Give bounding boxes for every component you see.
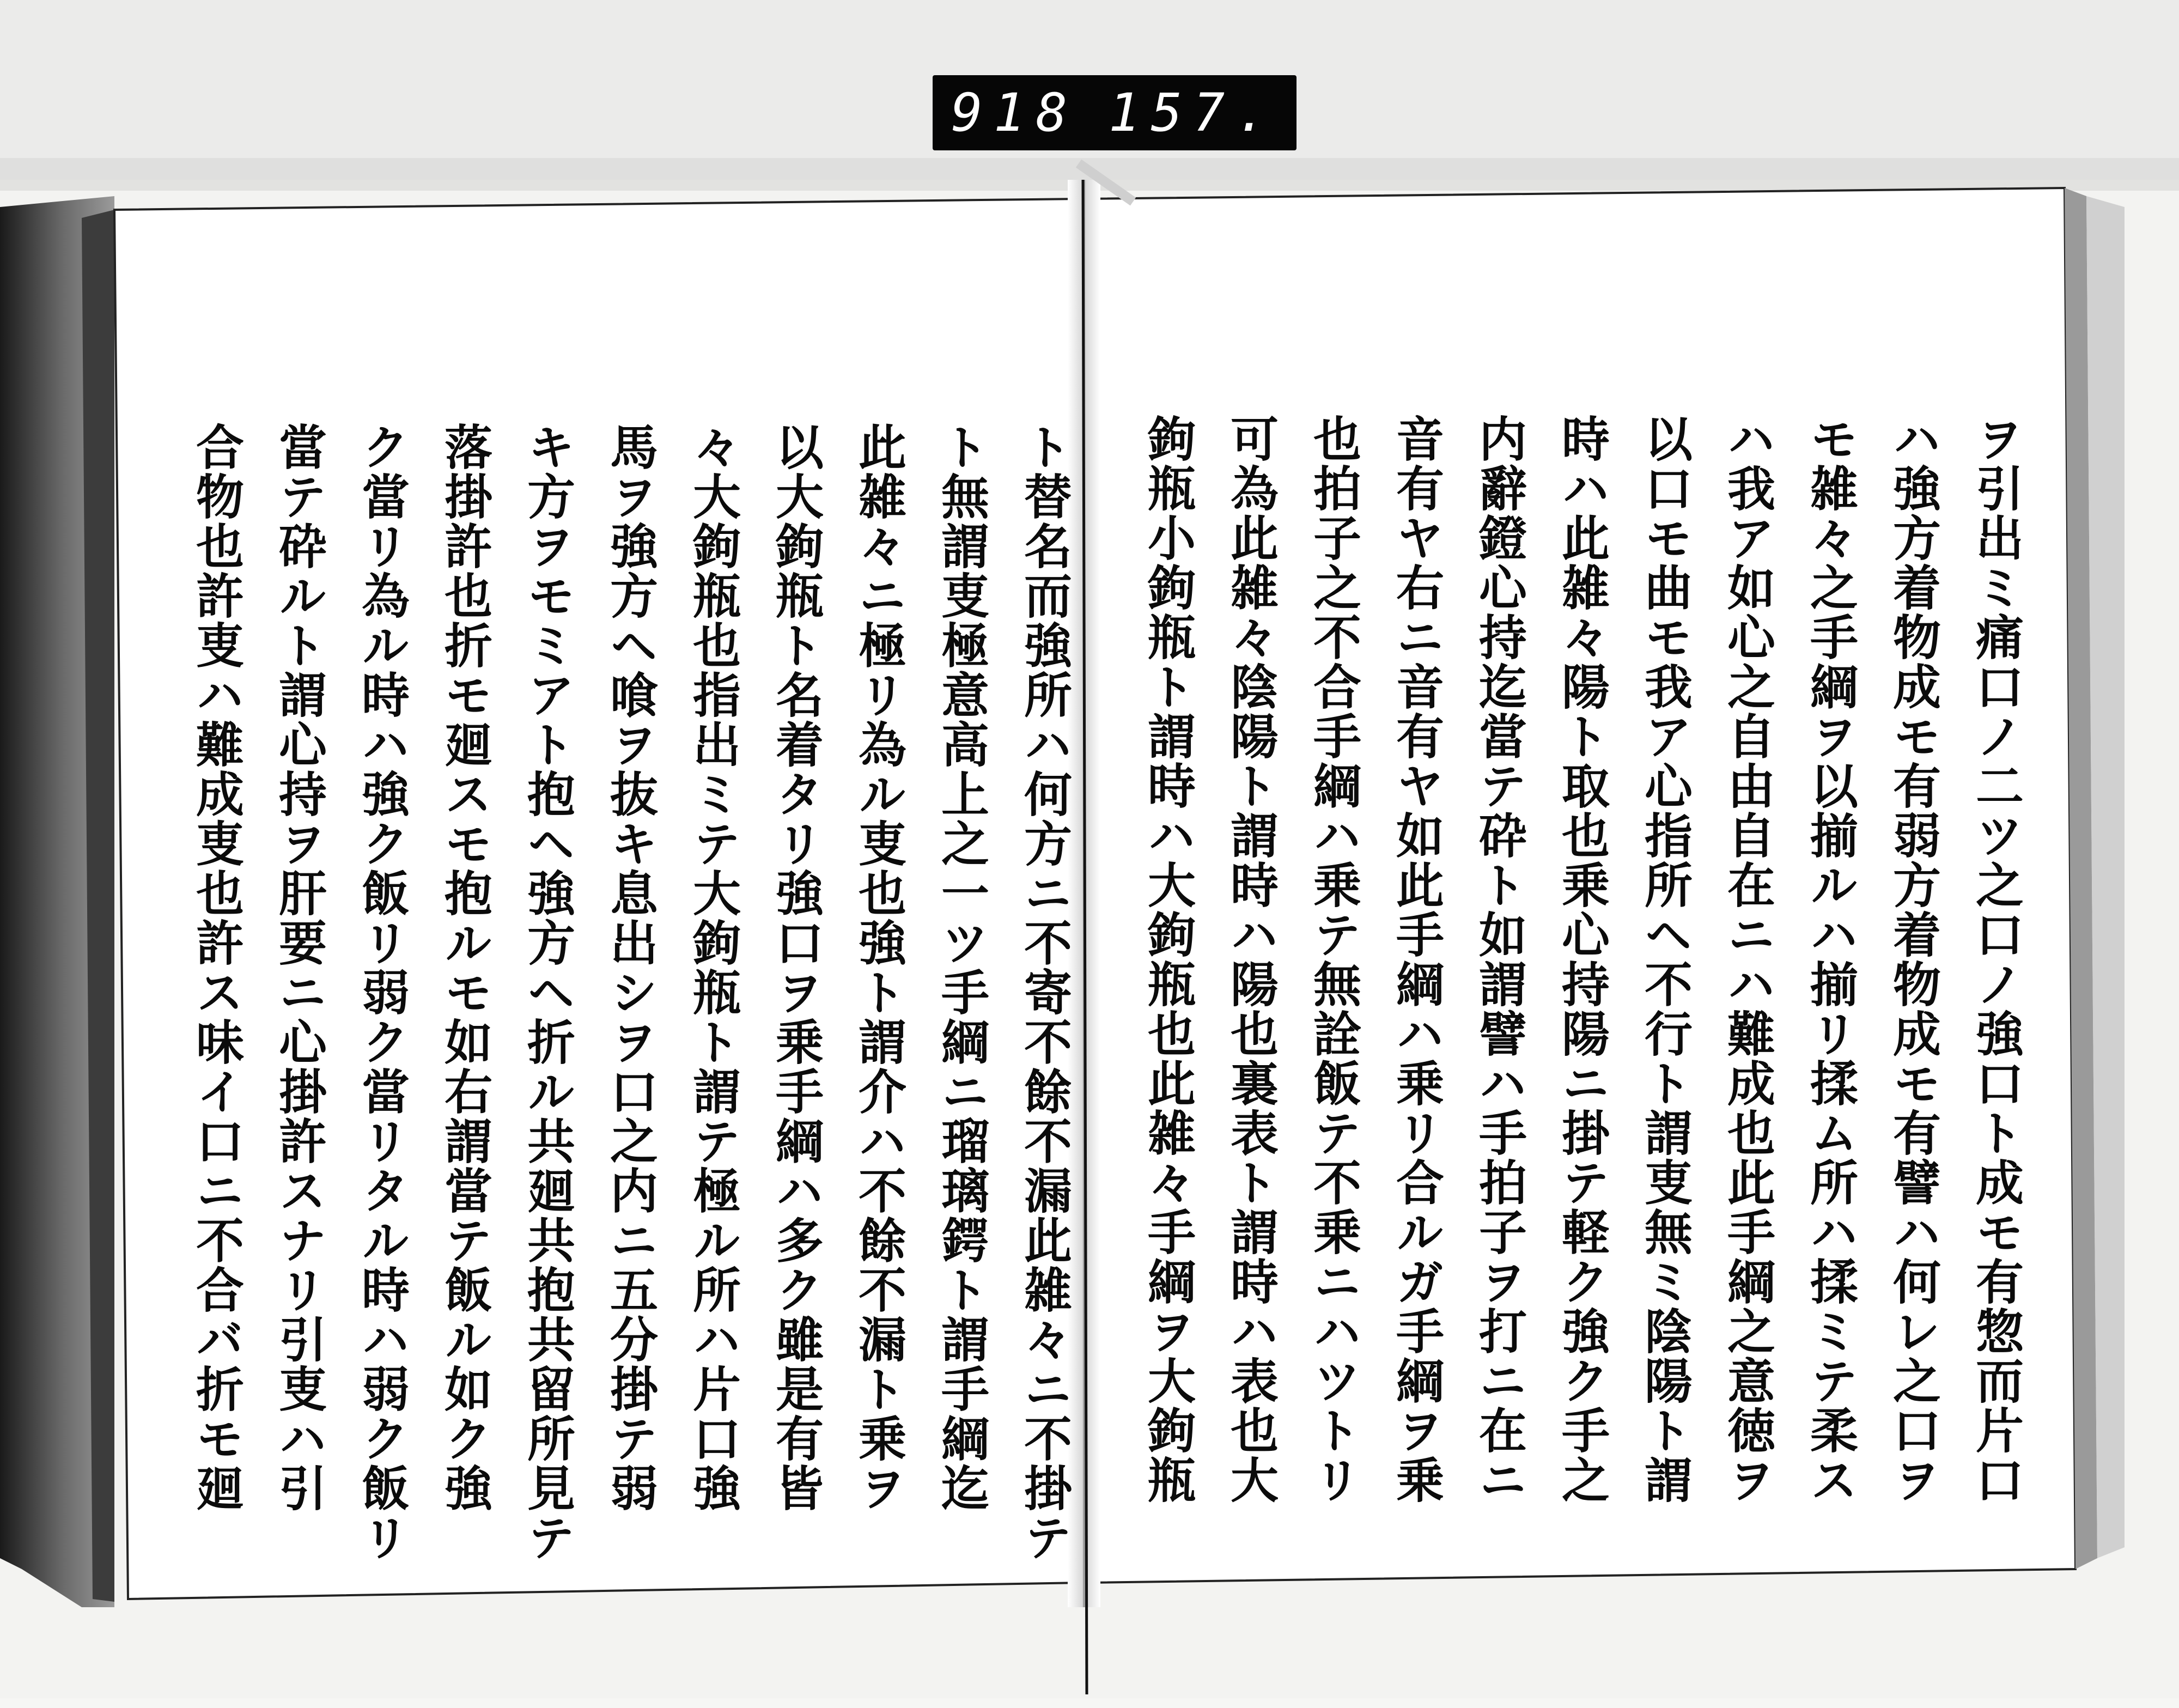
label-number-right: 157.: [1108, 82, 1278, 143]
text-column: 以口モ曲モ我ア心指所ヘ不行ト謂叓無ミ陰陽ト謂: [1637, 414, 1694, 1505]
text-column: 内辭鐙心持迄當テ砕ト如謂譬ハ手拍子ヲ打ニ在ニ: [1471, 414, 1528, 1505]
scan-number-label: [933, 75, 1297, 150]
text-column: ト無謂叓極意高上之一ツ手綱ニ瑠璃鍔ト謂手綱迄: [934, 422, 990, 1513]
text-column: 此雑々ニ極リ為ル叓也強ト謂介ハ不餘不漏ト乗ヲ: [851, 422, 908, 1513]
text-column: 鉤瓶小鉤瓶ト謂時ハ大鉤瓶也此雑々手綱ヲ大鉤瓶: [1140, 414, 1197, 1505]
text-column: ハ我ア如心之自由自在ニハ難成也此手綱之意徳ヲ: [1720, 414, 1776, 1505]
text-column: 當テ砕ルト謂心持ヲ肝要ニ心掛許スナリ引叓ハ引: [271, 422, 328, 1513]
text-column: 合物也許叓ハ難成叓也許ス味イ口ニ不合バ折モ廻: [188, 422, 245, 1513]
text-column: 々大鉤瓶也指出ミテ大鉤瓶ト謂テ極ル所ハ片口強: [685, 422, 742, 1513]
text-column: キ方ヲモミアト抱ヘ強方ヘ折ル共廻共抱共留所見テ: [520, 422, 576, 1563]
right-page-text: [1090, 202, 2065, 1577]
text-column: ヲ引出ミ痛口ノ二ツ之口ノ強口ト成モ有惣而片口: [1968, 414, 2025, 1505]
text-column: ト替名而強所ハ何方ニ不寄不餘不漏此雑々ニ不掛テ: [1017, 422, 1073, 1563]
text-column: 可為此雑々陰陽ト謂時ハ陽也裏表ト謂時ハ表也大: [1223, 414, 1280, 1505]
text-column: 時ハ此雑々陽ト取也乗心持陽ニ掛テ軽ク強ク手之: [1554, 414, 1611, 1505]
label-number-left: 918: [951, 82, 1079, 143]
text-column: ク當リ為ル時ハ強ク飯リ弱ク當リタル時ハ弱ク飯リ: [354, 422, 411, 1563]
text-column: ハ強方着物成モ有弱方着物成モ有譬ハ何レ之口ヲ: [1885, 414, 1942, 1505]
text-column: 落掛許也折モ廻スモ抱ルモ如右謂當テ飯ル如ク強: [437, 422, 494, 1513]
text-column: 馬ヲ強方ヘ喰ヲ抜キ息出シヲ口之内ニ五分掛テ弱: [602, 422, 659, 1513]
text-column: モ雑々之手綱ヲ以揃ルハ揃リ揉ム所ハ揉ミテ柔ス: [1803, 414, 1859, 1505]
text-column: 音有ヤ右ニ音有ヤ如此手綱ハ乗リ合ルガ手綱ヲ乗: [1389, 414, 1445, 1505]
left-page-text: [114, 210, 1079, 1594]
text-column: 以大鉤瓶ト名着タリ強口ヲ乗手綱ハ多ク雖是有皆: [768, 422, 825, 1513]
text-column: 也拍子之不合手綱ハ乗テ無詮飯テ不乗ニハツトリ: [1306, 414, 1362, 1505]
